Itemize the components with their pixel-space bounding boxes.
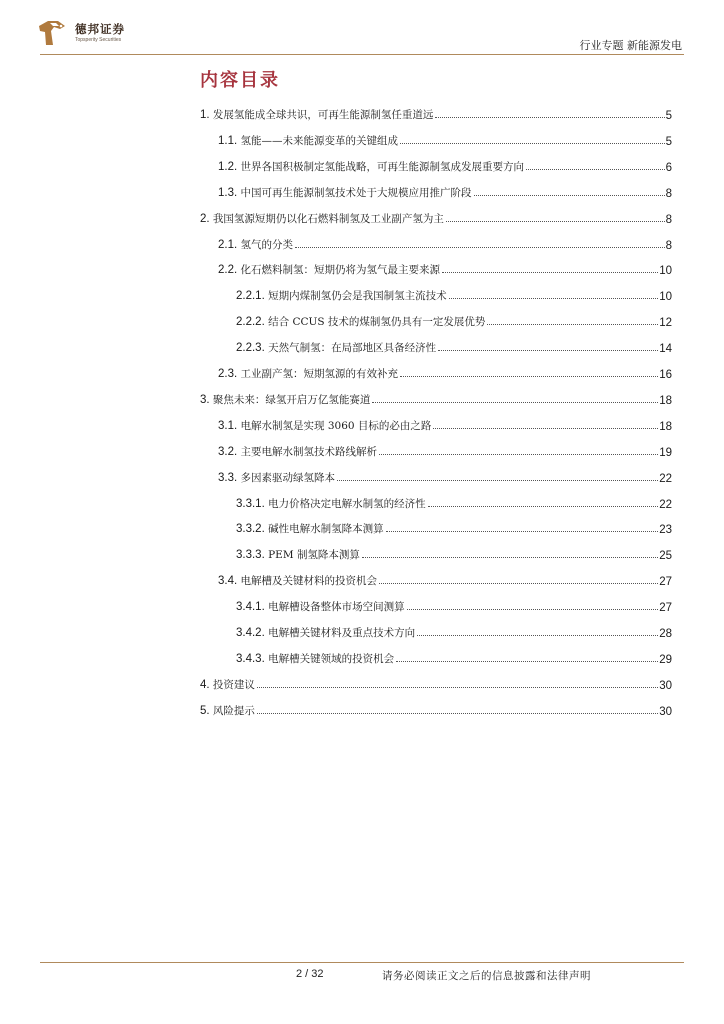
toc-entry[interactable] xyxy=(236,544,672,562)
toc-entry-text: 中国可再生能源制氢技术处于大规模应用推广阶段 xyxy=(237,186,472,199)
toc-entry[interactable] xyxy=(236,596,672,614)
toc-entry-text: 电解槽关键材料及重点技术方向 xyxy=(264,627,416,639)
toc-entry-text: 化石燃料制氢：短期仍将为氢气最主要来源 xyxy=(237,264,441,277)
toc-entry-label xyxy=(218,262,440,277)
toc-entry-number: 2.2. xyxy=(218,264,238,277)
toc-entry[interactable] xyxy=(218,156,672,174)
page-number: 2 / 32 xyxy=(296,968,324,980)
toc-entry-text: 世界各国积极制定氢能战略，可再生能源制氢成发展重要方向 xyxy=(237,160,525,173)
toc-entry-page: 5 xyxy=(665,110,672,122)
toc-entry-page: 19 xyxy=(659,446,672,459)
toc-entry-label xyxy=(218,470,335,485)
toc-entry[interactable] xyxy=(218,570,672,588)
logo-english-name: Topsperity Securities xyxy=(75,37,122,43)
toc-entry-label xyxy=(236,340,436,355)
toc-entry-page: 29 xyxy=(659,653,672,666)
toc-entry[interactable] xyxy=(200,674,672,692)
toc-entry-number: 3.1. xyxy=(218,419,238,432)
toc-entry-number: 1. xyxy=(200,109,210,121)
toc-entry-text: 发展氢能成全球共识，可再生能源制氢任重道远 xyxy=(209,109,434,121)
toc-entry-text: 短期内煤制氢仍会是我国制氢主流技术 xyxy=(264,290,447,303)
footer-divider xyxy=(40,962,684,963)
toc-entry[interactable] xyxy=(218,234,672,252)
toc-entry-number: 3.3.1. xyxy=(236,497,265,510)
footer-disclaimer: 请务必阅读正文之后的信息披露和法律声明 xyxy=(382,970,591,982)
toc-entry-number: 3.4.1. xyxy=(236,601,265,614)
toc-entry-number: 1.2. xyxy=(218,160,238,173)
dot-leader xyxy=(379,454,658,455)
toc-entry-number: 3.2. xyxy=(218,445,238,458)
toc-entry-label xyxy=(236,521,384,536)
toc-entry-text: 电解槽及关键材料的投资机会 xyxy=(237,575,378,588)
toc-entry[interactable] xyxy=(236,337,672,355)
toc-entry[interactable] xyxy=(236,311,672,329)
toc-entry-text: 氢气的分类 xyxy=(237,238,294,251)
toc-entry-text: 碱性电解水制氢降本测算 xyxy=(264,523,384,536)
toc-entry-number: 3. xyxy=(200,393,210,406)
toc-entry[interactable] xyxy=(236,648,672,666)
dot-leader xyxy=(438,350,658,351)
toc-entry-number: 3.3.2. xyxy=(236,523,265,536)
toc-entry-page: 8 xyxy=(665,213,672,226)
toc-entry-label xyxy=(218,573,377,588)
dot-leader xyxy=(442,272,658,273)
toc-entry-page: 6 xyxy=(665,161,672,174)
toc-entry-page: 25 xyxy=(659,550,672,563)
toc-entry-page: 12 xyxy=(659,317,672,330)
toc-entry-label xyxy=(236,651,394,666)
toc-entry-number: 3.4. xyxy=(218,575,238,588)
toc-entry-number: 5. xyxy=(200,704,210,717)
toc-entry-page: 22 xyxy=(659,498,672,511)
toc-entry-label xyxy=(218,159,524,174)
toc-entry[interactable] xyxy=(236,622,672,640)
toc-entry-page: 30 xyxy=(659,705,672,718)
toc-entry-number: 3.3. xyxy=(218,471,238,484)
toc-entry[interactable] xyxy=(218,467,672,485)
toc-entry-page: 8 xyxy=(665,187,672,200)
toc-entry-number: 1.1. xyxy=(218,134,238,147)
toc-entry-label xyxy=(200,677,255,692)
toc-entry[interactable] xyxy=(200,389,672,407)
company-logo xyxy=(36,17,136,51)
dot-leader xyxy=(407,609,659,610)
toc-entry-text: 天然气制氢：在局部地区具备经济性 xyxy=(264,342,437,355)
toc-entry[interactable] xyxy=(200,104,672,122)
toc-entry[interactable] xyxy=(218,130,672,148)
toc-entry-text: 聚焦未来：绿氢开启万亿氢能赛道 xyxy=(209,393,371,406)
dot-leader xyxy=(487,324,658,325)
toc-entry[interactable] xyxy=(236,493,672,511)
toc-entry-number: 2.2.2. xyxy=(236,316,265,329)
dot-leader xyxy=(400,143,665,144)
toc-entry-number: 2.3. xyxy=(218,368,238,380)
dot-leader xyxy=(362,557,658,558)
toc-entry-label xyxy=(236,599,405,614)
toc-entry-number: 4. xyxy=(200,678,210,691)
dot-leader xyxy=(446,221,665,222)
dot-leader xyxy=(428,506,659,507)
toc-entry[interactable] xyxy=(200,208,672,226)
toc-entry-number: 2.2.1. xyxy=(236,290,265,303)
toc-entry-label xyxy=(218,133,398,148)
toc-entry[interactable] xyxy=(236,285,672,303)
toc-entry[interactable] xyxy=(218,182,672,200)
toc-entry-label xyxy=(200,392,370,407)
toc-entry-text: 电解水制氢是实现 3060 目标的必由之路 xyxy=(237,419,432,432)
toc-entry-number: 2.1. xyxy=(218,238,238,251)
toc-entry-text: 我国氢源短期仍以化石燃料制氢及工业副产氢为主 xyxy=(209,212,444,225)
toc-entry[interactable] xyxy=(236,518,672,536)
dot-leader xyxy=(433,428,658,429)
toc-entry-number: 3.3.3. xyxy=(236,549,265,562)
dot-leader xyxy=(400,376,658,377)
toc-entry-label xyxy=(218,366,398,381)
toc-entry-label xyxy=(236,547,360,562)
toc-entry-text: 风险提示 xyxy=(209,704,255,717)
logo-emblem-icon xyxy=(36,17,68,49)
toc-entry-page: 22 xyxy=(659,472,672,485)
dot-leader xyxy=(257,687,658,688)
toc-entry-text: 结合 CCUS 技术的煤制氢仍具有一定发展优势 xyxy=(264,316,486,329)
dot-leader xyxy=(386,531,659,532)
logo-name: 德邦证券 xyxy=(75,22,125,36)
toc-entry[interactable] xyxy=(218,259,672,277)
toc-entry-page: 5 xyxy=(665,135,672,148)
dot-leader xyxy=(526,169,665,170)
toc-entry-number: 2. xyxy=(200,212,210,225)
toc-entry-page: 27 xyxy=(659,602,672,615)
toc-entry-label xyxy=(200,107,433,122)
toc-entry-label xyxy=(200,703,255,718)
toc-entry-label xyxy=(218,444,377,459)
toc-entry-page: 16 xyxy=(659,369,672,381)
dot-leader xyxy=(435,117,664,118)
toc-entry-label xyxy=(218,185,472,200)
dot-leader xyxy=(372,402,658,403)
dot-leader xyxy=(337,480,658,481)
toc-entry[interactable] xyxy=(200,700,672,718)
toc-entry-page: 14 xyxy=(659,343,672,356)
toc-entry-label xyxy=(236,496,426,511)
toc-entry-text: 主要电解水制氢技术路线解析 xyxy=(237,445,378,458)
toc-entry-page: 10 xyxy=(659,265,672,278)
toc-entry-text: PEM 制氢降本测算 xyxy=(264,549,360,562)
toc-entry[interactable] xyxy=(218,363,672,381)
toc-entry-page: 18 xyxy=(659,394,672,407)
dot-leader xyxy=(474,195,665,196)
toc-entry[interactable] xyxy=(218,415,672,433)
toc-title: 内容目录 xyxy=(200,70,280,91)
toc-entry-text: 工业副产氢：短期氢源的有效补充 xyxy=(237,368,399,380)
toc-entry-number: 2.2.3. xyxy=(236,342,265,355)
toc-entry-number: 1.3. xyxy=(218,186,238,199)
toc-entry-text: 电解槽关键领域的投资机会 xyxy=(264,652,395,665)
dot-leader xyxy=(449,298,659,299)
toc-entry-page: 10 xyxy=(659,291,672,304)
header-divider xyxy=(40,54,684,55)
toc-entry-label xyxy=(218,237,293,252)
dot-leader xyxy=(379,583,658,584)
toc-entry-page: 28 xyxy=(659,628,672,640)
toc-entry-page: 23 xyxy=(659,524,672,537)
report-category: 行业专题 新能源发电 xyxy=(579,39,682,52)
toc-entry-label xyxy=(200,211,444,226)
toc-entry-text: 电力价格决定电解水制氢的经济性 xyxy=(264,497,426,510)
toc-entry-page: 27 xyxy=(659,576,672,589)
toc-entry-number: 3.4.3. xyxy=(236,652,265,665)
toc-entry-label xyxy=(218,418,431,433)
toc-entry-label xyxy=(236,314,485,329)
toc-entry-text: 电解槽设备整体市场空间测算 xyxy=(264,601,405,614)
toc-entry-page: 30 xyxy=(659,679,672,692)
page-header xyxy=(0,0,724,60)
dot-leader xyxy=(417,635,658,636)
dot-leader xyxy=(257,713,658,714)
toc-entry-number: 3.4.2. xyxy=(236,627,265,639)
dot-leader xyxy=(295,247,665,248)
toc-entry-text: 多因素驱动绿氢降本 xyxy=(237,471,336,484)
toc-entry-text: 氢能——未来能源变革的关键组成 xyxy=(237,134,399,147)
toc-entry-label xyxy=(236,625,415,640)
dot-leader xyxy=(396,661,658,662)
toc-entry-text: 投资建议 xyxy=(209,678,255,691)
toc-entry[interactable] xyxy=(218,441,672,459)
toc-entry-label xyxy=(236,288,447,303)
toc-entry-page: 18 xyxy=(659,420,672,433)
toc-entry-page: 8 xyxy=(665,239,672,252)
